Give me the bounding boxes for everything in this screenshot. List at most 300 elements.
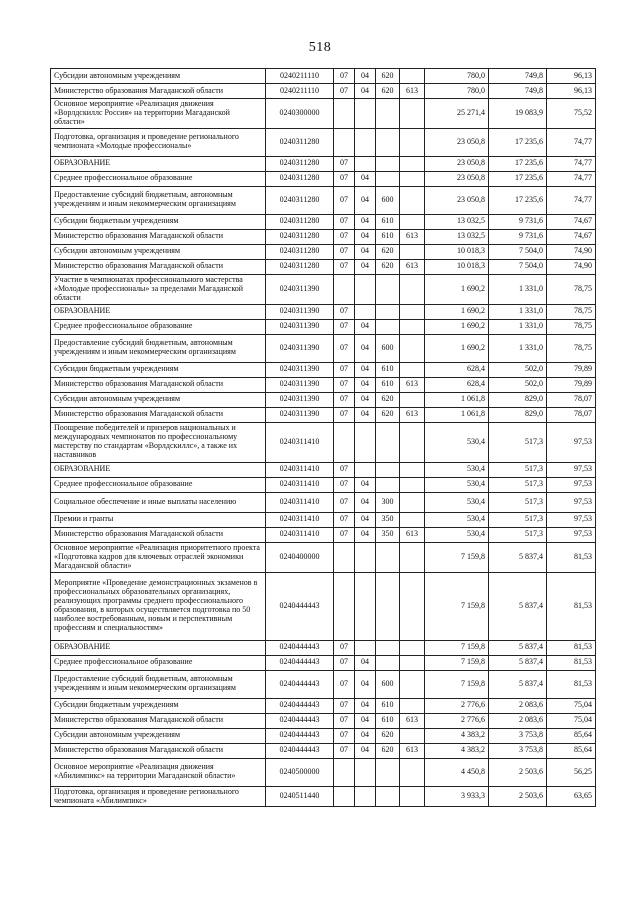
subsection-cell: 04 xyxy=(355,259,376,274)
plan-amount-cell: 530,4 xyxy=(425,422,489,462)
name-cell: Подготовка, организация и проведение регионального чемпионата «Молодые профессионалы» xyxy=(51,128,266,156)
actual-amount-cell: 749,8 xyxy=(489,84,547,99)
grbs-cell xyxy=(400,186,425,214)
name-cell: Предоставление субсидий бюджетным, автономным учреждениям и иным некоммерческим организациям xyxy=(51,186,266,214)
expense-type-cell xyxy=(376,640,400,655)
actual-amount-cell: 1 331,0 xyxy=(489,304,547,319)
expense-type-cell: 620 xyxy=(376,392,400,407)
table-row xyxy=(51,99,596,129)
expense-type-cell xyxy=(376,422,400,462)
subsection-cell: 04 xyxy=(355,728,376,743)
section-cell xyxy=(334,758,355,786)
expense-type-cell: 300 xyxy=(376,492,400,512)
target-code-cell: 0240311390 xyxy=(266,304,334,319)
plan-amount-cell: 1 061,8 xyxy=(425,392,489,407)
plan-amount-cell: 4 383,2 xyxy=(425,728,489,743)
actual-amount-cell: 17 235,6 xyxy=(489,186,547,214)
section-cell: 07 xyxy=(334,512,355,527)
section-cell: 07 xyxy=(334,462,355,477)
name-cell: Участие в чемпионатах профессионального мастерства «Молодые профессионалы» за пределами Магаданской области xyxy=(51,274,266,304)
execution-percent-cell: 79,89 xyxy=(547,377,596,392)
table-row xyxy=(51,377,596,392)
actual-amount-cell: 2 083,6 xyxy=(489,713,547,728)
table-row xyxy=(51,655,596,670)
name-cell: ОБРАЗОВАНИЕ xyxy=(51,462,266,477)
grbs-cell: 613 xyxy=(400,743,425,758)
grbs-cell xyxy=(400,244,425,259)
table-row xyxy=(51,477,596,492)
subsection-cell: 04 xyxy=(355,244,376,259)
subsection-cell: 04 xyxy=(355,186,376,214)
plan-amount-cell: 780,0 xyxy=(425,84,489,99)
expense-type-cell xyxy=(376,319,400,334)
section-cell xyxy=(334,128,355,156)
table-row xyxy=(51,786,596,807)
plan-amount-cell: 530,4 xyxy=(425,477,489,492)
target-code-cell: 0240311410 xyxy=(266,527,334,542)
name-cell: Субсидии бюджетным учреждениям xyxy=(51,698,266,713)
plan-amount-cell: 4 383,2 xyxy=(425,743,489,758)
target-code-cell: 0240311280 xyxy=(266,128,334,156)
section-cell: 07 xyxy=(334,259,355,274)
grbs-cell: 613 xyxy=(400,377,425,392)
target-code-cell: 0240444443 xyxy=(266,728,334,743)
plan-amount-cell: 7 159,8 xyxy=(425,655,489,670)
subsection-cell: 04 xyxy=(355,492,376,512)
table-row xyxy=(51,186,596,214)
name-cell: ОБРАЗОВАНИЕ xyxy=(51,640,266,655)
target-code-cell: 0240444443 xyxy=(266,655,334,670)
expense-type-cell xyxy=(376,786,400,807)
grbs-cell xyxy=(400,128,425,156)
actual-amount-cell: 502,0 xyxy=(489,362,547,377)
grbs-cell xyxy=(400,304,425,319)
execution-percent-cell: 74,90 xyxy=(547,259,596,274)
name-cell: Министерство образования Магаданской области xyxy=(51,527,266,542)
expense-type-cell xyxy=(376,274,400,304)
grbs-cell xyxy=(400,698,425,713)
grbs-cell xyxy=(400,69,425,84)
table-row xyxy=(51,670,596,698)
subsection-cell: 04 xyxy=(355,229,376,244)
plan-amount-cell: 530,4 xyxy=(425,512,489,527)
table-row xyxy=(51,156,596,171)
expense-type-cell: 610 xyxy=(376,229,400,244)
execution-percent-cell: 78,75 xyxy=(547,334,596,362)
subsection-cell: 04 xyxy=(355,84,376,99)
execution-percent-cell: 78,75 xyxy=(547,304,596,319)
target-code-cell: 0240311410 xyxy=(266,477,334,492)
actual-amount-cell: 1 331,0 xyxy=(489,319,547,334)
target-code-cell: 0240311280 xyxy=(266,229,334,244)
grbs-cell: 613 xyxy=(400,259,425,274)
target-code-cell: 0240311390 xyxy=(266,319,334,334)
section-cell: 07 xyxy=(334,698,355,713)
grbs-cell: 613 xyxy=(400,84,425,99)
table-row xyxy=(51,698,596,713)
execution-percent-cell: 79,89 xyxy=(547,362,596,377)
subsection-cell xyxy=(355,156,376,171)
actual-amount-cell: 17 235,6 xyxy=(489,128,547,156)
actual-amount-cell: 502,0 xyxy=(489,377,547,392)
expense-type-cell xyxy=(376,542,400,572)
plan-amount-cell: 23 050,8 xyxy=(425,128,489,156)
execution-percent-cell: 74,90 xyxy=(547,244,596,259)
grbs-cell xyxy=(400,334,425,362)
execution-percent-cell: 97,53 xyxy=(547,422,596,462)
expense-type-cell: 620 xyxy=(376,69,400,84)
grbs-cell xyxy=(400,512,425,527)
subsection-cell xyxy=(355,304,376,319)
actual-amount-cell: 829,0 xyxy=(489,407,547,422)
table-row xyxy=(51,128,596,156)
expense-type-cell: 610 xyxy=(376,698,400,713)
table-row xyxy=(51,512,596,527)
expense-type-cell xyxy=(376,462,400,477)
plan-amount-cell: 1 690,2 xyxy=(425,319,489,334)
expense-type-cell: 610 xyxy=(376,713,400,728)
grbs-cell xyxy=(400,99,425,129)
section-cell: 07 xyxy=(334,492,355,512)
section-cell: 07 xyxy=(334,728,355,743)
plan-amount-cell: 628,4 xyxy=(425,377,489,392)
section-cell: 07 xyxy=(334,407,355,422)
section-cell: 07 xyxy=(334,244,355,259)
target-code-cell: 0240311390 xyxy=(266,334,334,362)
actual-amount-cell: 3 753,8 xyxy=(489,728,547,743)
section-cell xyxy=(334,572,355,640)
subsection-cell: 04 xyxy=(355,512,376,527)
expense-type-cell xyxy=(376,758,400,786)
subsection-cell: 04 xyxy=(355,698,376,713)
execution-percent-cell: 56,25 xyxy=(547,758,596,786)
table-row xyxy=(51,392,596,407)
table-row xyxy=(51,728,596,743)
grbs-cell xyxy=(400,214,425,229)
table-row xyxy=(51,758,596,786)
grbs-cell xyxy=(400,462,425,477)
section-cell xyxy=(334,274,355,304)
actual-amount-cell: 5 837,4 xyxy=(489,572,547,640)
grbs-cell: 613 xyxy=(400,407,425,422)
subsection-cell xyxy=(355,786,376,807)
table-row xyxy=(51,229,596,244)
execution-percent-cell: 97,53 xyxy=(547,512,596,527)
execution-percent-cell: 81,53 xyxy=(547,542,596,572)
subsection-cell: 04 xyxy=(355,407,376,422)
target-code-cell: 0240211110 xyxy=(266,69,334,84)
section-cell: 07 xyxy=(334,640,355,655)
grbs-cell: 613 xyxy=(400,527,425,542)
expense-type-cell: 610 xyxy=(376,377,400,392)
plan-amount-cell: 3 933,3 xyxy=(425,786,489,807)
section-cell: 07 xyxy=(334,229,355,244)
expense-type-cell: 600 xyxy=(376,334,400,362)
grbs-cell xyxy=(400,422,425,462)
actual-amount-cell: 5 837,4 xyxy=(489,670,547,698)
section-cell: 07 xyxy=(334,362,355,377)
table-row xyxy=(51,492,596,512)
target-code-cell: 0240311390 xyxy=(266,392,334,407)
plan-amount-cell: 7 159,8 xyxy=(425,640,489,655)
grbs-cell xyxy=(400,156,425,171)
table-row xyxy=(51,274,596,304)
section-cell: 07 xyxy=(334,527,355,542)
table-row xyxy=(51,171,596,186)
expense-type-cell xyxy=(376,156,400,171)
section-cell: 07 xyxy=(334,171,355,186)
expense-type-cell: 620 xyxy=(376,259,400,274)
target-code-cell: 0240311390 xyxy=(266,274,334,304)
target-code-cell: 0240311280 xyxy=(266,186,334,214)
name-cell: Подготовка, организация и проведение регионального чемпионата «Абилимпикс» xyxy=(51,786,266,807)
expense-type-cell xyxy=(376,128,400,156)
section-cell: 07 xyxy=(334,156,355,171)
actual-amount-cell: 517,3 xyxy=(489,512,547,527)
execution-percent-cell: 75,04 xyxy=(547,713,596,728)
target-code-cell: 0240444443 xyxy=(266,640,334,655)
execution-percent-cell: 81,53 xyxy=(547,670,596,698)
subsection-cell: 04 xyxy=(355,377,376,392)
section-cell: 07 xyxy=(334,304,355,319)
plan-amount-cell: 4 450,8 xyxy=(425,758,489,786)
actual-amount-cell: 5 837,4 xyxy=(489,640,547,655)
expense-type-cell: 620 xyxy=(376,728,400,743)
expense-type-cell xyxy=(376,477,400,492)
target-code-cell: 0240444443 xyxy=(266,572,334,640)
execution-percent-cell: 63,65 xyxy=(547,786,596,807)
table-row xyxy=(51,304,596,319)
expense-type-cell: 600 xyxy=(376,186,400,214)
actual-amount-cell: 517,3 xyxy=(489,477,547,492)
table-row xyxy=(51,214,596,229)
section-cell: 07 xyxy=(334,334,355,362)
grbs-cell xyxy=(400,319,425,334)
name-cell: Социальное обеспечение и иные выплаты населению xyxy=(51,492,266,512)
section-cell: 07 xyxy=(334,477,355,492)
actual-amount-cell: 3 753,8 xyxy=(489,743,547,758)
expense-type-cell xyxy=(376,572,400,640)
execution-percent-cell: 97,53 xyxy=(547,462,596,477)
plan-amount-cell: 1 690,2 xyxy=(425,274,489,304)
actual-amount-cell: 517,3 xyxy=(489,527,547,542)
execution-percent-cell: 74,77 xyxy=(547,171,596,186)
execution-percent-cell: 96,13 xyxy=(547,84,596,99)
name-cell: Предоставление субсидий бюджетным, автономным учреждениям и иным некоммерческим организациям xyxy=(51,670,266,698)
grbs-cell xyxy=(400,655,425,670)
subsection-cell: 04 xyxy=(355,713,376,728)
plan-amount-cell: 1 690,2 xyxy=(425,334,489,362)
section-cell: 07 xyxy=(334,319,355,334)
table-row xyxy=(51,259,596,274)
name-cell: Министерство образования Магаданской области xyxy=(51,84,266,99)
actual-amount-cell: 2 503,6 xyxy=(489,758,547,786)
execution-percent-cell: 74,77 xyxy=(547,128,596,156)
section-cell: 07 xyxy=(334,392,355,407)
plan-amount-cell: 628,4 xyxy=(425,362,489,377)
actual-amount-cell: 17 235,6 xyxy=(489,171,547,186)
subsection-cell xyxy=(355,128,376,156)
name-cell: ОБРАЗОВАНИЕ xyxy=(51,156,266,171)
section-cell: 07 xyxy=(334,377,355,392)
execution-percent-cell: 97,53 xyxy=(547,477,596,492)
subsection-cell xyxy=(355,422,376,462)
target-code-cell: 0240311280 xyxy=(266,259,334,274)
table-row xyxy=(51,713,596,728)
plan-amount-cell: 23 050,8 xyxy=(425,171,489,186)
section-cell: 07 xyxy=(334,655,355,670)
section-cell: 07 xyxy=(334,84,355,99)
name-cell: Субсидии бюджетным учреждениям xyxy=(51,214,266,229)
execution-percent-cell: 97,53 xyxy=(547,492,596,512)
actual-amount-cell: 7 504,0 xyxy=(489,259,547,274)
subsection-cell xyxy=(355,640,376,655)
table-row xyxy=(51,69,596,84)
expense-type-cell: 620 xyxy=(376,84,400,99)
grbs-cell xyxy=(400,670,425,698)
name-cell: Субсидии автономным учреждениям xyxy=(51,244,266,259)
name-cell: Основное мероприятие «Реализация движения «Абилимпикс» на территории Магаданской области» xyxy=(51,758,266,786)
subsection-cell: 04 xyxy=(355,171,376,186)
actual-amount-cell: 517,3 xyxy=(489,422,547,462)
execution-percent-cell: 74,77 xyxy=(547,186,596,214)
grbs-cell: 613 xyxy=(400,713,425,728)
target-code-cell: 0240500000 xyxy=(266,758,334,786)
actual-amount-cell: 5 837,4 xyxy=(489,542,547,572)
subsection-cell: 04 xyxy=(355,655,376,670)
expense-type-cell: 610 xyxy=(376,362,400,377)
actual-amount-cell: 7 504,0 xyxy=(489,244,547,259)
section-cell xyxy=(334,99,355,129)
grbs-cell xyxy=(400,274,425,304)
target-code-cell: 0240311280 xyxy=(266,171,334,186)
expense-type-cell: 350 xyxy=(376,512,400,527)
grbs-cell xyxy=(400,477,425,492)
plan-amount-cell: 530,4 xyxy=(425,527,489,542)
subsection-cell: 04 xyxy=(355,362,376,377)
execution-percent-cell: 85,64 xyxy=(547,728,596,743)
actual-amount-cell: 17 235,6 xyxy=(489,156,547,171)
actual-amount-cell: 2 083,6 xyxy=(489,698,547,713)
subsection-cell: 04 xyxy=(355,670,376,698)
section-cell: 07 xyxy=(334,69,355,84)
subsection-cell xyxy=(355,274,376,304)
subsection-cell: 04 xyxy=(355,334,376,362)
expense-type-cell xyxy=(376,655,400,670)
plan-amount-cell: 10 018,3 xyxy=(425,259,489,274)
target-code-cell: 0240311410 xyxy=(266,512,334,527)
target-code-cell: 0240300000 xyxy=(266,99,334,129)
section-cell xyxy=(334,542,355,572)
table-row xyxy=(51,422,596,462)
budget-table xyxy=(50,68,596,807)
table-row xyxy=(51,527,596,542)
target-code-cell: 0240311280 xyxy=(266,244,334,259)
name-cell: Среднее профессиональное образование xyxy=(51,477,266,492)
table-row xyxy=(51,334,596,362)
actual-amount-cell: 5 837,4 xyxy=(489,655,547,670)
target-code-cell: 0240311390 xyxy=(266,362,334,377)
target-code-cell: 0240511440 xyxy=(266,786,334,807)
section-cell: 07 xyxy=(334,214,355,229)
plan-amount-cell: 7 159,8 xyxy=(425,542,489,572)
execution-percent-cell: 78,75 xyxy=(547,274,596,304)
grbs-cell xyxy=(400,728,425,743)
plan-amount-cell: 10 018,3 xyxy=(425,244,489,259)
table-row xyxy=(51,362,596,377)
grbs-cell xyxy=(400,542,425,572)
plan-amount-cell: 2 776,6 xyxy=(425,713,489,728)
execution-percent-cell: 81,53 xyxy=(547,572,596,640)
name-cell: Поощрение победителей и призеров национальных и международных чемпионатов по профессиональному мастерству по стандартам «Ворлдскиллс», а также их наставников xyxy=(51,422,266,462)
section-cell xyxy=(334,422,355,462)
plan-amount-cell: 1 061,8 xyxy=(425,407,489,422)
plan-amount-cell: 13 032,5 xyxy=(425,229,489,244)
name-cell: Среднее профессиональное образование xyxy=(51,319,266,334)
actual-amount-cell: 1 331,0 xyxy=(489,334,547,362)
grbs-cell xyxy=(400,392,425,407)
target-code-cell: 0240444443 xyxy=(266,670,334,698)
target-code-cell: 0240311390 xyxy=(266,407,334,422)
name-cell: Основное мероприятие «Реализация движения «Ворлдскиллс Россия» на территории Магаданской области» xyxy=(51,99,266,129)
target-code-cell: 0240311410 xyxy=(266,422,334,462)
subsection-cell: 04 xyxy=(355,214,376,229)
actual-amount-cell: 9 731,6 xyxy=(489,229,547,244)
name-cell: Основное мероприятие «Реализация приоритетного проекта «Подготовка кадров для ключевых отраслей экономики Магаданской области» xyxy=(51,542,266,572)
section-cell: 07 xyxy=(334,713,355,728)
execution-percent-cell: 97,53 xyxy=(547,527,596,542)
table-row xyxy=(51,462,596,477)
name-cell: Министерство образования Магаданской области xyxy=(51,743,266,758)
target-code-cell: 0240311280 xyxy=(266,156,334,171)
target-code-cell: 0240444443 xyxy=(266,743,334,758)
plan-amount-cell: 23 050,8 xyxy=(425,156,489,171)
subsection-cell xyxy=(355,462,376,477)
subsection-cell xyxy=(355,99,376,129)
name-cell: Предоставление субсидий бюджетным, автономным учреждениям и иным некоммерческим организациям xyxy=(51,334,266,362)
expense-type-cell: 610 xyxy=(376,214,400,229)
grbs-cell xyxy=(400,786,425,807)
target-code-cell: 0240211110 xyxy=(266,84,334,99)
table-row xyxy=(51,407,596,422)
execution-percent-cell: 96,13 xyxy=(547,69,596,84)
actual-amount-cell: 829,0 xyxy=(489,392,547,407)
table-row xyxy=(51,640,596,655)
name-cell: Субсидии автономным учреждениям xyxy=(51,69,266,84)
plan-amount-cell: 7 159,8 xyxy=(425,670,489,698)
subsection-cell: 04 xyxy=(355,743,376,758)
budget-table-body xyxy=(51,69,596,807)
section-cell xyxy=(334,786,355,807)
execution-percent-cell: 74,67 xyxy=(547,214,596,229)
actual-amount-cell: 1 331,0 xyxy=(489,274,547,304)
target-code-cell: 0240444443 xyxy=(266,713,334,728)
name-cell: ОБРАЗОВАНИЕ xyxy=(51,304,266,319)
name-cell: Министерство образования Магаданской области xyxy=(51,259,266,274)
execution-percent-cell: 74,77 xyxy=(547,156,596,171)
plan-amount-cell: 13 032,5 xyxy=(425,214,489,229)
target-code-cell: 0240444443 xyxy=(266,698,334,713)
execution-percent-cell: 75,04 xyxy=(547,698,596,713)
actual-amount-cell: 9 731,6 xyxy=(489,214,547,229)
section-cell: 07 xyxy=(334,743,355,758)
execution-percent-cell: 81,53 xyxy=(547,640,596,655)
table-row xyxy=(51,244,596,259)
subsection-cell xyxy=(355,572,376,640)
subsection-cell: 04 xyxy=(355,477,376,492)
expense-type-cell xyxy=(376,304,400,319)
subsection-cell: 04 xyxy=(355,527,376,542)
